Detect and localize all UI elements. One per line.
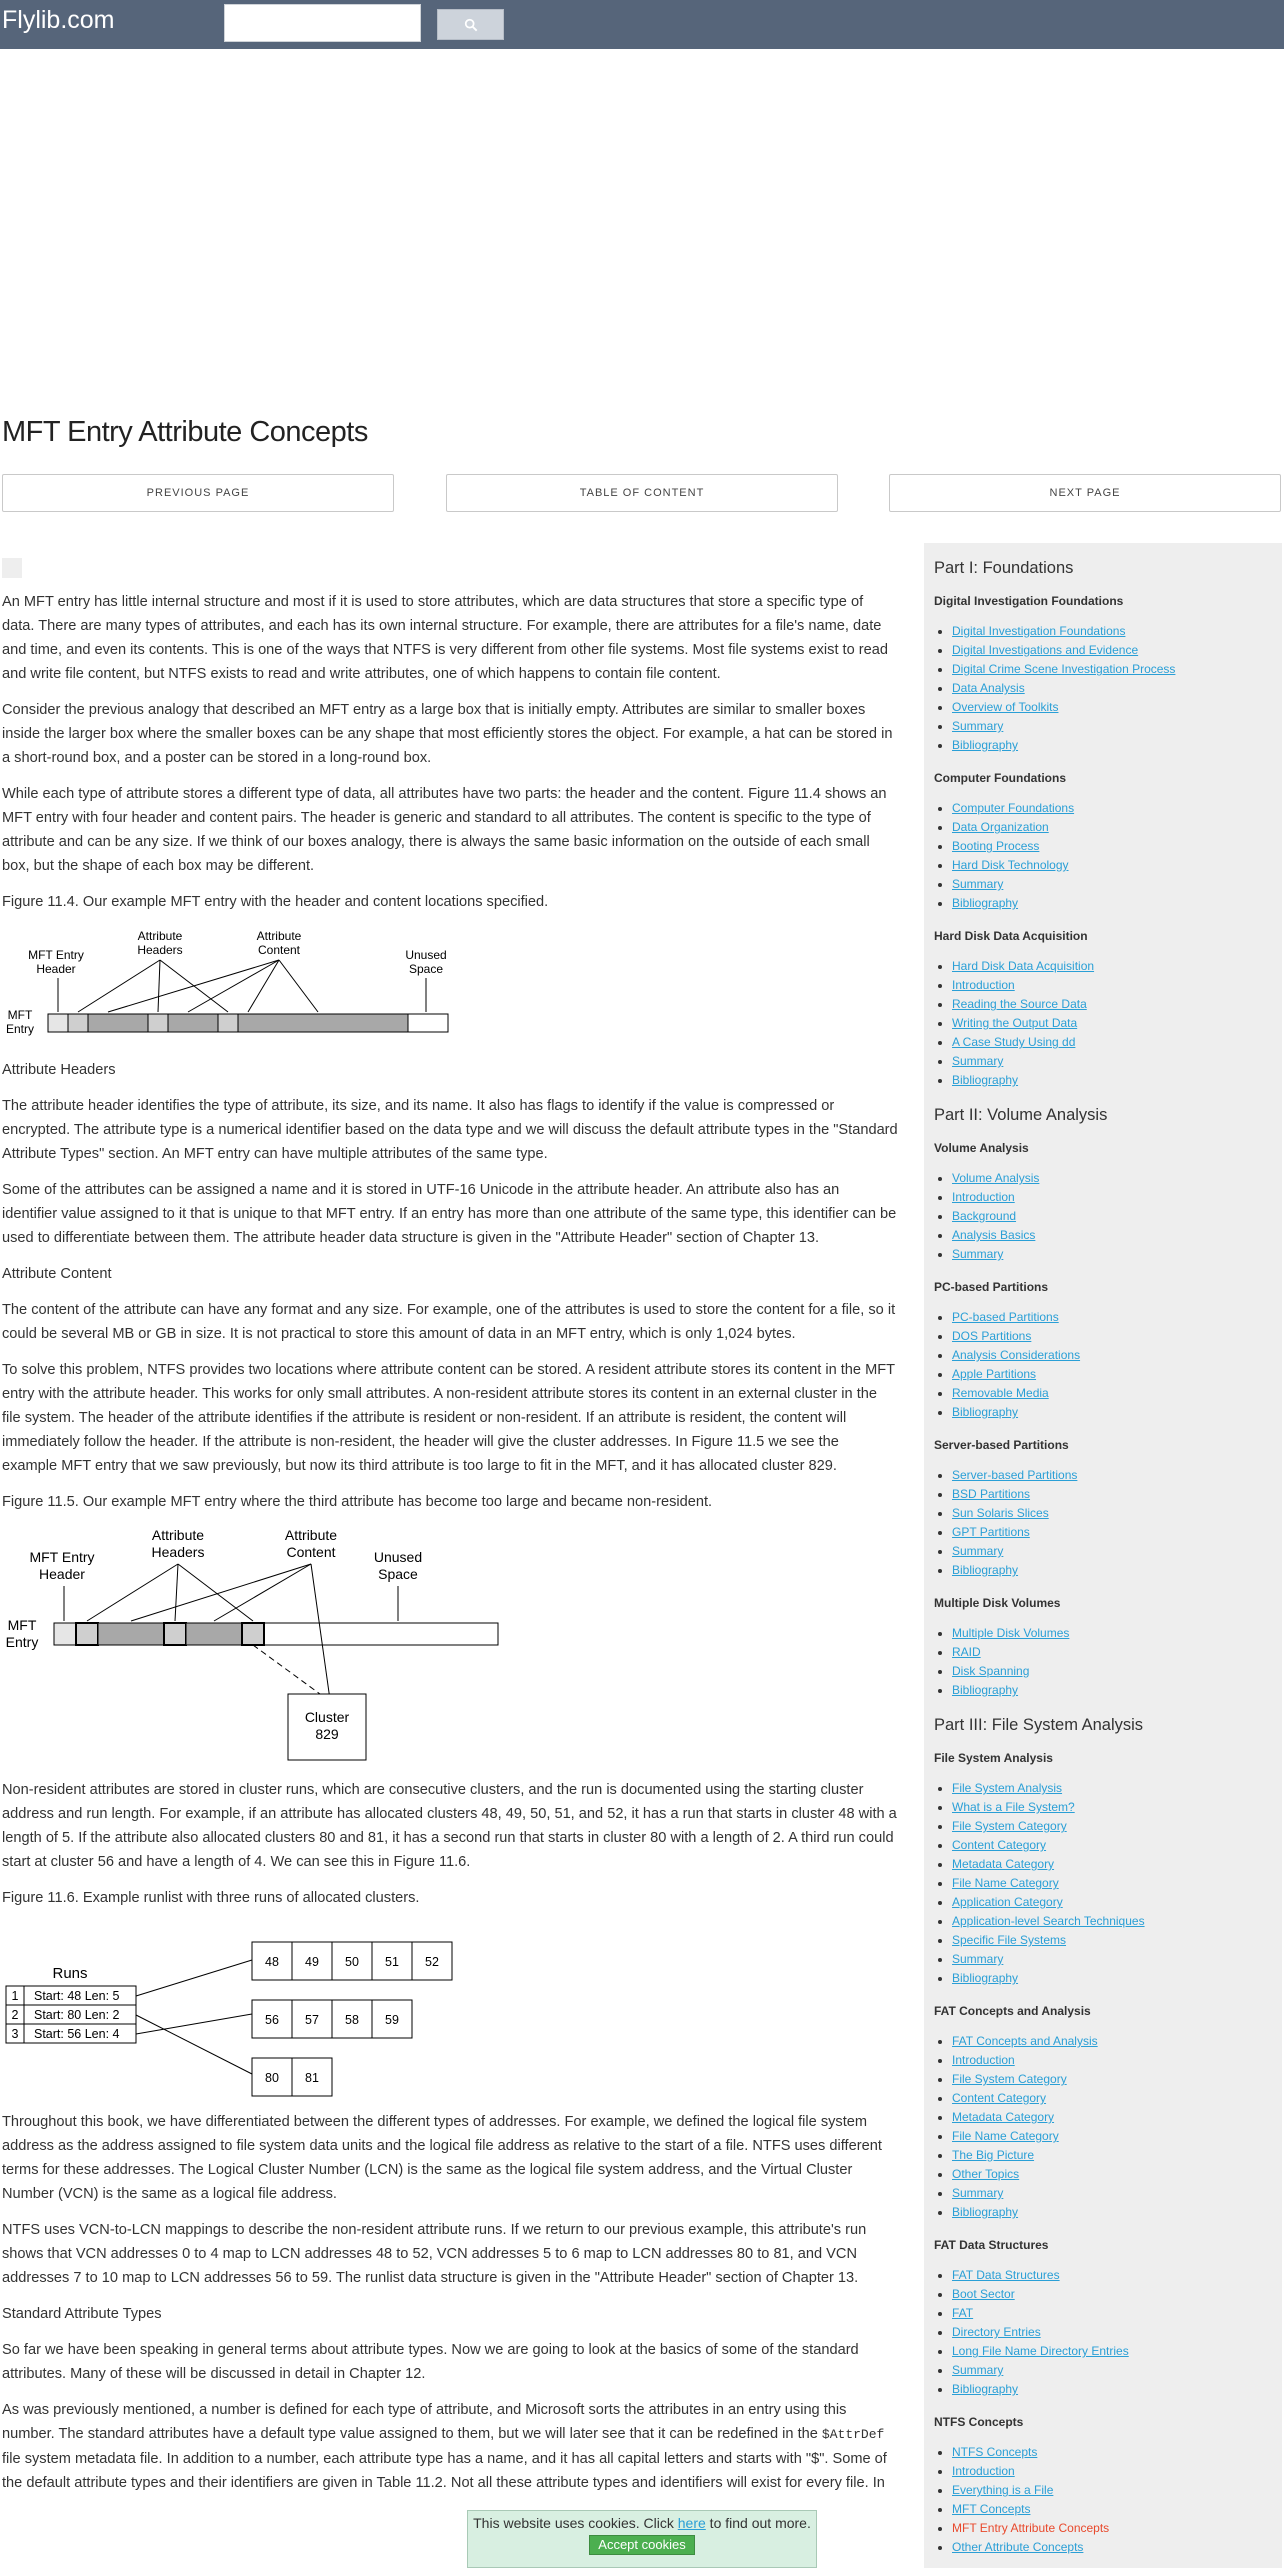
figure-caption: Figure 11.6. Example runlist with three runs of allocated clusters. xyxy=(2,1890,420,1906)
sidebar-section-title: Multiple Disk Volumes xyxy=(934,1596,1061,1610)
sidebar-link[interactable]: File Name Category xyxy=(952,1876,1059,1890)
fig-label: 829 xyxy=(315,1726,339,1742)
sidebar-section-title: FAT Concepts and Analysis xyxy=(934,2004,1091,2018)
sidebar-list-item xyxy=(952,2266,1272,2285)
sidebar-list-item xyxy=(952,1365,1272,1384)
sidebar-link[interactable]: Bibliography xyxy=(952,896,1019,910)
sidebar-list xyxy=(952,1308,1272,1422)
sidebar-list-item xyxy=(952,856,1272,875)
sidebar-list-item xyxy=(952,622,1272,641)
fig-label: Attribute xyxy=(256,929,302,943)
sidebar-link[interactable]: NTFS Concepts xyxy=(952,2445,1038,2459)
sidebar-list-item xyxy=(952,1485,1272,1504)
fig-label: Header xyxy=(36,962,76,976)
sidebar-section-title: NTFS Concepts xyxy=(934,2415,1024,2429)
site-logo[interactable]: Flylib.com xyxy=(2,6,115,34)
sidebar-list-item xyxy=(952,957,1272,976)
sidebar-list-item xyxy=(952,2032,1272,2051)
sidebar-list-item xyxy=(952,1403,1272,1422)
sidebar-link[interactable]: Other Attribute Concepts xyxy=(952,2540,1084,2554)
sidebar-list-item xyxy=(952,717,1272,736)
sidebar-link[interactable]: FAT xyxy=(952,2306,974,2320)
sidebar-link[interactable]: Apple Partitions xyxy=(952,1367,1037,1381)
sidebar-link[interactable]: MFT Concepts xyxy=(952,2502,1031,2516)
sidebar-link[interactable]: Computer Foundations xyxy=(952,801,1075,815)
sidebar-list-item xyxy=(952,1624,1272,1643)
sidebar-list-item xyxy=(952,2165,1272,2184)
sidebar-link[interactable]: Bibliography xyxy=(952,1971,1019,1985)
cookie-info-link[interactable]: here xyxy=(677,2515,706,2531)
sidebar-link[interactable]: Analysis Considerations xyxy=(952,1348,1081,1362)
sidebar-link[interactable]: Hard Disk Data Acquisition xyxy=(952,959,1095,973)
sidebar-list-item xyxy=(952,1071,1272,1090)
sidebar-list xyxy=(952,2266,1272,2399)
sidebar-list-item xyxy=(952,2443,1272,2462)
fig-label: MFT Entry xyxy=(28,948,84,962)
placeholder-box xyxy=(2,558,22,578)
sidebar-link[interactable]: Writing the Output Data xyxy=(952,1016,1078,1030)
cookie-banner xyxy=(467,2510,817,2568)
sidebar-list-item xyxy=(952,799,1272,818)
sidebar-list-item xyxy=(952,894,1272,913)
sidebar-list-item xyxy=(952,2462,1272,2481)
sidebar-list-item xyxy=(952,1855,1272,1874)
sidebar-link[interactable]: Directory Entries xyxy=(952,2325,1041,2339)
run-entry: Start: 48 Len: 5 xyxy=(34,1989,120,2003)
sidebar-list-item xyxy=(952,1662,1272,1681)
article-content xyxy=(2,558,898,2507)
sidebar-link[interactable]: Background xyxy=(952,1209,1017,1223)
figure-caption: Figure 11.5. Our example MFT entry where the third attribute has become too large and became non-resident. xyxy=(2,1494,713,1510)
sidebar-list-item xyxy=(952,1346,1272,1365)
sidebar-link[interactable]: Bibliography xyxy=(952,1405,1019,1419)
figure-caption: Figure 11.4. Our example MFT entry with the header and content locations specified. xyxy=(2,894,549,910)
fig-label: Headers xyxy=(151,1544,205,1560)
run-entry: Start: 80 Len: 2 xyxy=(34,2008,120,2022)
cluster-number: 48 xyxy=(265,1955,279,1969)
sidebar-link[interactable]: RAID xyxy=(952,1645,981,1659)
sidebar-link[interactable]: Summary xyxy=(952,1247,1004,1261)
fig-label: Space xyxy=(378,1566,418,1582)
fig-label: Unused xyxy=(373,1549,423,1565)
sidebar-list-item xyxy=(952,2089,1272,2108)
sidebar-link[interactable]: Summary xyxy=(952,1544,1004,1558)
sidebar-link[interactable]: Data Organization xyxy=(952,820,1049,834)
run-number: 1 xyxy=(11,1989,19,2003)
figure-11-4 xyxy=(2,926,462,1046)
paragraph: The attribute header identifies the type of attribute, its size, and its name. It also has flags to identify if the value is compressed or encrypted. The attribute type is a numerical identifier based on the data type and we will discuss the default attribute types in the "Standard Attribute Types" section. An MFT entry can have multiple attributes of the same type. xyxy=(2,1098,898,1162)
cluster-number: 56 xyxy=(265,2013,279,2027)
paragraph: Non-resident attributes are stored in cluster runs, which are consecutive clusters, and the run is documented using the starting cluster address and run length. For example, if an attribute has allocated clusters 48, 49, 50, 51, and 52, it has a run that starts in cluster 48 with a length of 5. If the attribute also allocated clusters 80 and 81, it has a second run that starts in cluster 80 with a length of 2. A third run could start at cluster 56 and have a length of 4. We can see this in Figure 11.6. xyxy=(2,1782,897,1870)
page-title: MFT Entry Attribute Concepts xyxy=(2,416,368,448)
fig-label: MFT xyxy=(7,1617,37,1633)
sidebar-list-item xyxy=(952,1466,1272,1485)
figure-11-5 xyxy=(2,1526,522,1766)
fig-label: Unused xyxy=(405,948,447,962)
sidebar-link[interactable]: PC-based Partitions xyxy=(952,1310,1059,1324)
sidebar-list-item xyxy=(952,1384,1272,1403)
sidebar-list-item xyxy=(952,1014,1272,1033)
sidebar-list-item xyxy=(952,2127,1272,2146)
search-input[interactable] xyxy=(224,4,421,42)
sidebar-link[interactable]: Digital Crime Scene Investigation Process xyxy=(952,662,1176,676)
fig-label: Runs xyxy=(52,1965,88,1982)
sidebar-link[interactable]: FAT Concepts and Analysis xyxy=(952,2034,1098,2048)
sidebar-link[interactable]: Bibliography xyxy=(952,2382,1019,2396)
text-run: As was previously mentioned, a number is defined for each type of attribute, and Microsoft sorts the attributes in an entry using this number. The standard attributes have a default type value assigned to them, but we will later see that it can be redefined in the xyxy=(2,2402,847,2442)
top-bar xyxy=(0,0,1284,49)
sidebar-list-item xyxy=(952,1874,1272,1893)
sidebar-link[interactable]: Everything is a File xyxy=(952,2483,1054,2497)
sidebar-list-item xyxy=(952,1817,1272,1836)
sidebar-link[interactable]: Bibliography xyxy=(952,738,1019,752)
sidebar-list xyxy=(952,622,1272,755)
paragraph: So far we have been speaking in general terms about attribute types. Now we are going to look at the basics of some of the standard attributes. Many of these will be discussed in detail in Chapter 12. xyxy=(2,2342,859,2382)
figure-11-6 xyxy=(2,1922,462,2098)
section-heading: Attribute Content xyxy=(2,1266,112,1282)
run-number: 3 xyxy=(11,2027,19,2041)
sidebar-list-item xyxy=(952,1643,1272,1662)
sidebar-list-item xyxy=(952,2500,1272,2519)
sidebar-link[interactable]: File System Category xyxy=(952,1819,1067,1833)
sidebar-list-item xyxy=(952,2342,1272,2361)
sidebar-list-item xyxy=(952,679,1272,698)
sidebar-link[interactable]: File System Category xyxy=(952,2072,1067,2086)
sidebar-list-item xyxy=(952,736,1272,755)
cluster-number: 49 xyxy=(305,1955,319,1969)
paragraph: While each type of attribute stores a different type of data, all attributes have two parts: the header and the content. Figure 11.4 shows an MFT entry with four header and content pairs. The header is generic and standard to all attributes. The content is specific to the type of attribute and can be any size. If we think of our boxes analogy, there is always the same basic information on the outside of each small box, but the shape of each box may be different. xyxy=(2,786,887,874)
sidebar-link[interactable]: Overview of Toolkits xyxy=(952,700,1059,714)
sidebar-link[interactable]: DOS Partitions xyxy=(952,1329,1032,1343)
cluster-number: 81 xyxy=(305,2071,319,2085)
sidebar-link[interactable]: Introduction xyxy=(952,1190,1015,1204)
sidebar-link[interactable]: MFT Entry Attribute Concepts xyxy=(952,2521,1110,2535)
sidebar-link[interactable]: Server-based Partitions xyxy=(952,1468,1078,1482)
sidebar-link[interactable]: GPT Partitions xyxy=(952,1525,1030,1539)
sidebar-link[interactable]: Summary xyxy=(952,719,1004,733)
sidebar-link[interactable]: FAT Data Structures xyxy=(952,2268,1060,2282)
sidebar-list-item xyxy=(952,2361,1272,2380)
sidebar-link[interactable]: Data Analysis xyxy=(952,681,1025,695)
sidebar-link[interactable]: Long File Name Directory Entries xyxy=(952,2344,1129,2358)
cluster-number: 80 xyxy=(265,2071,279,2085)
sidebar-list-item xyxy=(952,837,1272,856)
sidebar-list-item xyxy=(952,2380,1272,2399)
sidebar-link[interactable]: A Case Study Using dd xyxy=(952,1035,1076,1049)
sidebar xyxy=(924,543,1282,2568)
sidebar-section-title: File System Analysis xyxy=(934,1751,1053,1765)
sidebar-link[interactable]: Summary xyxy=(952,1054,1004,1068)
fig-label: MFT xyxy=(7,1008,33,1022)
sidebar-link[interactable]: Digital Investigations and Evidence xyxy=(952,643,1139,657)
sidebar-link[interactable]: Bibliography xyxy=(952,2205,1019,2219)
fig-label: Attribute xyxy=(137,929,183,943)
run-number: 2 xyxy=(11,2008,19,2022)
sidebar-list-item xyxy=(952,1931,1272,1950)
paragraph: Throughout this book, we have differentiated between the different types of addresses. For example, we defined the logical file system address as the address assigned to file system data units and the logical file address as relative to the start of a file. NTFS uses different terms for these addresses. The Logical Cluster Number (LCN) is the same as the logical file system address, and the Virtual Cluster Number (VCN) is the same as a logical file address. xyxy=(2,2114,882,2202)
cluster-number: 59 xyxy=(385,2013,399,2027)
fig-label: Space xyxy=(408,962,444,976)
fig-label: Headers xyxy=(137,943,183,957)
sidebar-list-item xyxy=(952,2304,1272,2323)
fig-label: MFT Entry xyxy=(29,1549,95,1565)
sidebar-link[interactable]: Summary xyxy=(952,2186,1004,2200)
sidebar-list-item xyxy=(952,1052,1272,1071)
paragraph: To solve this problem, NTFS provides two locations where attribute content can be stored. A resident attribute stores its content in the MFT entry with the attribute header. This works for only small attributes. A non-resident attribute stores its content in an external cluster in the file system. The header of the attribute identifies if the attribute is resident or non-resident. If an attribute is resident, the content will immediately follow the header. If the attribute is non-resident, the header will give the cluster addresses. In Figure 11.5 we see the example MFT entry that we saw previously, but now its third attribute is too large to fit in the MFT, and it has allocated cluster 829. xyxy=(2,1362,895,1474)
sidebar-link[interactable]: Reading the Source Data xyxy=(952,997,1087,1011)
sidebar-link[interactable]: The Big Picture xyxy=(952,2148,1035,2162)
sidebar-link[interactable]: Summary xyxy=(952,2363,1004,2377)
sidebar-link[interactable]: Volume Analysis xyxy=(952,1171,1040,1185)
sidebar-list-item xyxy=(952,1207,1272,1226)
sidebar-list-item xyxy=(952,976,1272,995)
sidebar-link[interactable]: Application Category xyxy=(952,1895,1063,1909)
sidebar-list xyxy=(952,1624,1272,1700)
section-heading: Standard Attribute Types xyxy=(2,2306,162,2322)
sidebar-link[interactable]: File Name Category xyxy=(952,2129,1059,2143)
cluster-number: 58 xyxy=(345,2013,359,2027)
sidebar-link[interactable]: Summary xyxy=(952,1952,1004,1966)
fig-label: Attribute xyxy=(151,1527,205,1543)
sidebar-list xyxy=(952,957,1272,1090)
sidebar-list-item xyxy=(952,2538,1272,2557)
sidebar-list-item xyxy=(952,2146,1272,2165)
code-text: $AttrDef xyxy=(821,2427,885,2442)
sidebar-list-item xyxy=(952,1169,1272,1188)
sidebar-link[interactable]: Bibliography xyxy=(952,1073,1019,1087)
sidebar-list xyxy=(952,1169,1272,1264)
sidebar-list xyxy=(952,2443,1272,2557)
sidebar-list-item xyxy=(952,2203,1272,2222)
accept-cookies-button[interactable]: Accept cookies xyxy=(589,2535,694,2555)
sidebar-link[interactable]: Bibliography xyxy=(952,1683,1019,1697)
sidebar-section-title: Volume Analysis xyxy=(934,1141,1029,1155)
sidebar-list-item xyxy=(952,2108,1272,2127)
sidebar-list-item xyxy=(952,1950,1272,1969)
sidebar-list-item xyxy=(952,1798,1272,1817)
sidebar-link[interactable]: Sun Solaris Slices xyxy=(952,1506,1049,1520)
sidebar-section-title: Hard Disk Data Acquisition xyxy=(934,929,1088,943)
sidebar-link[interactable]: Bibliography xyxy=(952,1563,1019,1577)
sidebar-list-item xyxy=(952,2519,1272,2538)
table-of-content-button[interactable]: TABLE OF CONTENT xyxy=(446,474,838,512)
sidebar-link[interactable]: Other Topics xyxy=(952,2167,1020,2181)
sidebar-part-title: Part II: Volume Analysis xyxy=(934,1106,1108,1124)
fig-label: Content xyxy=(257,943,301,957)
previous-page-button[interactable]: PREVIOUS PAGE xyxy=(2,474,394,512)
sidebar-list xyxy=(952,1779,1272,1988)
sidebar-list-item xyxy=(952,1779,1272,1798)
sidebar-list-item xyxy=(952,698,1272,717)
sidebar-section-title: Computer Foundations xyxy=(934,771,1066,785)
sidebar-list-item xyxy=(952,818,1272,837)
sidebar-list-item xyxy=(952,1188,1272,1207)
fig-label: Entry xyxy=(5,1634,39,1650)
sidebar-link[interactable]: BSD Partitions xyxy=(952,1487,1031,1501)
sidebar-list-item xyxy=(952,1912,1272,1931)
sidebar-link[interactable]: Multiple Disk Volumes xyxy=(952,1626,1070,1640)
cluster-number: 50 xyxy=(345,1955,359,1969)
paragraph: The content of the attribute can have any format and any size. For example, one of the attributes is used to store the content for a file, so it could be several MB or GB in size. It is not practical to store this amount of data in an MFT entry, which is only 1,024 bytes. xyxy=(2,1302,896,1342)
sidebar-link[interactable]: Content Category xyxy=(952,1838,1047,1852)
sidebar-list-item xyxy=(952,2070,1272,2089)
sidebar-section-title: FAT Data Structures xyxy=(934,2238,1049,2252)
sidebar-list-item xyxy=(952,641,1272,660)
sidebar-list-item xyxy=(952,1893,1272,1912)
paragraph: An MFT entry has little internal structure and most if it is used to store attributes, which are data structures that store a specific type of data. There are many types of attributes, and each has its own internal structure. For example, there are attributes for a file's name, date and time, and even its contents. This is one of the ways that NTFS is very different from other file systems. Most file systems exist to read and write file content, but NTFS exists to read and write attributes, one of which happens to contain file content. xyxy=(2,594,888,682)
fig-label: Cluster xyxy=(304,1709,350,1725)
search-icon xyxy=(464,18,478,32)
sidebar-list-item xyxy=(952,1504,1272,1523)
sidebar-link[interactable]: Boot Sector xyxy=(952,2287,1015,2301)
sidebar-part-title: Part III: File System Analysis xyxy=(934,1716,1144,1734)
sidebar-link[interactable]: Introduction xyxy=(952,2464,1015,2478)
search-button[interactable] xyxy=(437,9,504,40)
sidebar-list-item xyxy=(952,2285,1272,2304)
sidebar-list-item xyxy=(952,1523,1272,1542)
sidebar-list-item xyxy=(952,875,1272,894)
sidebar-list-item xyxy=(952,1245,1272,1264)
sidebar-link[interactable]: What is a File System? xyxy=(952,1800,1075,1814)
sidebar-list-item xyxy=(952,995,1272,1014)
sidebar-link[interactable]: Introduction xyxy=(952,978,1015,992)
sidebar-link[interactable]: Hard Disk Technology xyxy=(952,858,1069,872)
sidebar-link[interactable]: Disk Spanning xyxy=(952,1664,1030,1678)
sidebar-section-title: Server-based Partitions xyxy=(934,1438,1069,1452)
fig-label: Header xyxy=(39,1566,85,1582)
sidebar-link[interactable]: Digital Investigation Foundations xyxy=(952,624,1126,638)
cluster-number: 51 xyxy=(385,1955,399,1969)
sidebar-list-item xyxy=(952,2481,1272,2500)
sidebar-link[interactable]: Analysis Basics xyxy=(952,1228,1036,1242)
sidebar-list-item xyxy=(952,660,1272,679)
sidebar-section-title: PC-based Partitions xyxy=(934,1280,1049,1294)
sidebar-list xyxy=(952,1466,1272,1580)
sidebar-link[interactable]: Application-level Search Techniques xyxy=(952,1914,1145,1928)
sidebar-list-item xyxy=(952,1836,1272,1855)
sidebar-link[interactable]: Removable Media xyxy=(952,1386,1049,1400)
cluster-number: 57 xyxy=(305,2013,319,2027)
cluster-number: 52 xyxy=(425,1955,439,1969)
paragraph: Some of the attributes can be assigned a name and it is stored in UTF-16 Unicode in the attribute header. An attribute also has an identifier value assigned to it that is unique to that MFT entry. If an entry has more than one attribute of the same type, this identifier can be used to differentiate between them. The attribute header data structure is given in the "Attribute Header" section of Chapter 13. xyxy=(2,1182,897,1246)
sidebar-list-item xyxy=(952,1308,1272,1327)
sidebar-link[interactable]: Metadata Category xyxy=(952,2110,1055,2124)
fig-label: Entry xyxy=(5,1022,35,1036)
paragraph: NTFS uses VCN-to-LCN mappings to describe the non-resident attribute runs. If we return to our previous example, this attribute's run shows that VCN addresses 0 to 4 map to LCN addresses 48 to 52, VCN addresses 5 to 6 map to LCN addresses 80 to 81, and VCN addresses 7 to 10 map to LCN addresses 56 to 59. The runlist data structure is given in the "Attribute Header" section of Chapter 13. xyxy=(2,2222,867,2286)
run-entry: Start: 56 Len: 4 xyxy=(34,2027,120,2041)
sidebar-list-item xyxy=(952,1561,1272,1580)
fig-label: Attribute xyxy=(284,1527,338,1543)
sidebar-list xyxy=(952,799,1272,913)
sidebar-link[interactable]: Content Category xyxy=(952,2091,1047,2105)
sidebar-list-item xyxy=(952,1969,1272,1988)
sidebar-list-item xyxy=(952,1327,1272,1346)
sidebar-link[interactable]: Summary xyxy=(952,877,1004,891)
sidebar-link[interactable]: Booting Process xyxy=(952,839,1040,853)
fig-label: Content xyxy=(286,1544,336,1560)
sidebar-link[interactable]: Metadata Category xyxy=(952,1857,1055,1871)
section-heading: Attribute Headers xyxy=(2,1062,116,1078)
sidebar-list-item xyxy=(952,1681,1272,1700)
cookie-text: This website uses cookies. Click xyxy=(473,2515,678,2531)
sidebar-list-item xyxy=(952,1226,1272,1245)
sidebar-list-item xyxy=(952,2184,1272,2203)
sidebar-list-item xyxy=(952,2051,1272,2070)
sidebar-list-item xyxy=(952,1542,1272,1561)
next-page-button[interactable]: NEXT PAGE xyxy=(889,474,1281,512)
sidebar-link[interactable]: Introduction xyxy=(952,2053,1015,2067)
sidebar-section-title: Digital Investigation Foundations xyxy=(934,594,1124,608)
sidebar-link[interactable]: File System Analysis xyxy=(952,1781,1063,1795)
sidebar-list-item xyxy=(952,1033,1272,1052)
cookie-text: to find out more. xyxy=(705,2515,811,2531)
sidebar-list xyxy=(952,2032,1272,2222)
sidebar-part-title: Part I: Foundations xyxy=(934,559,1074,577)
text-run: file system metadata file. In addition to a number, each attribute type has a name, and it has all capital letters and starts with "$". Some of the default attribute types and their identifiers are given in Table 11.2. Not all these attribute types and identifiers will exist for every file. In xyxy=(2,2451,887,2491)
sidebar-link[interactable]: Specific File Systems xyxy=(952,1933,1067,1947)
sidebar-list-item xyxy=(952,2323,1272,2342)
paragraph xyxy=(2,2398,898,2495)
paragraph: Consider the previous analogy that described an MFT entry as a large box that is initially empty. Attributes are similar to smaller boxes inside the larger box where the smaller boxes can be any shape that most efficiently stores the object. For example, a hat can be stored in a short-round box, and a poster can be stored in a long-round box. xyxy=(2,702,893,766)
